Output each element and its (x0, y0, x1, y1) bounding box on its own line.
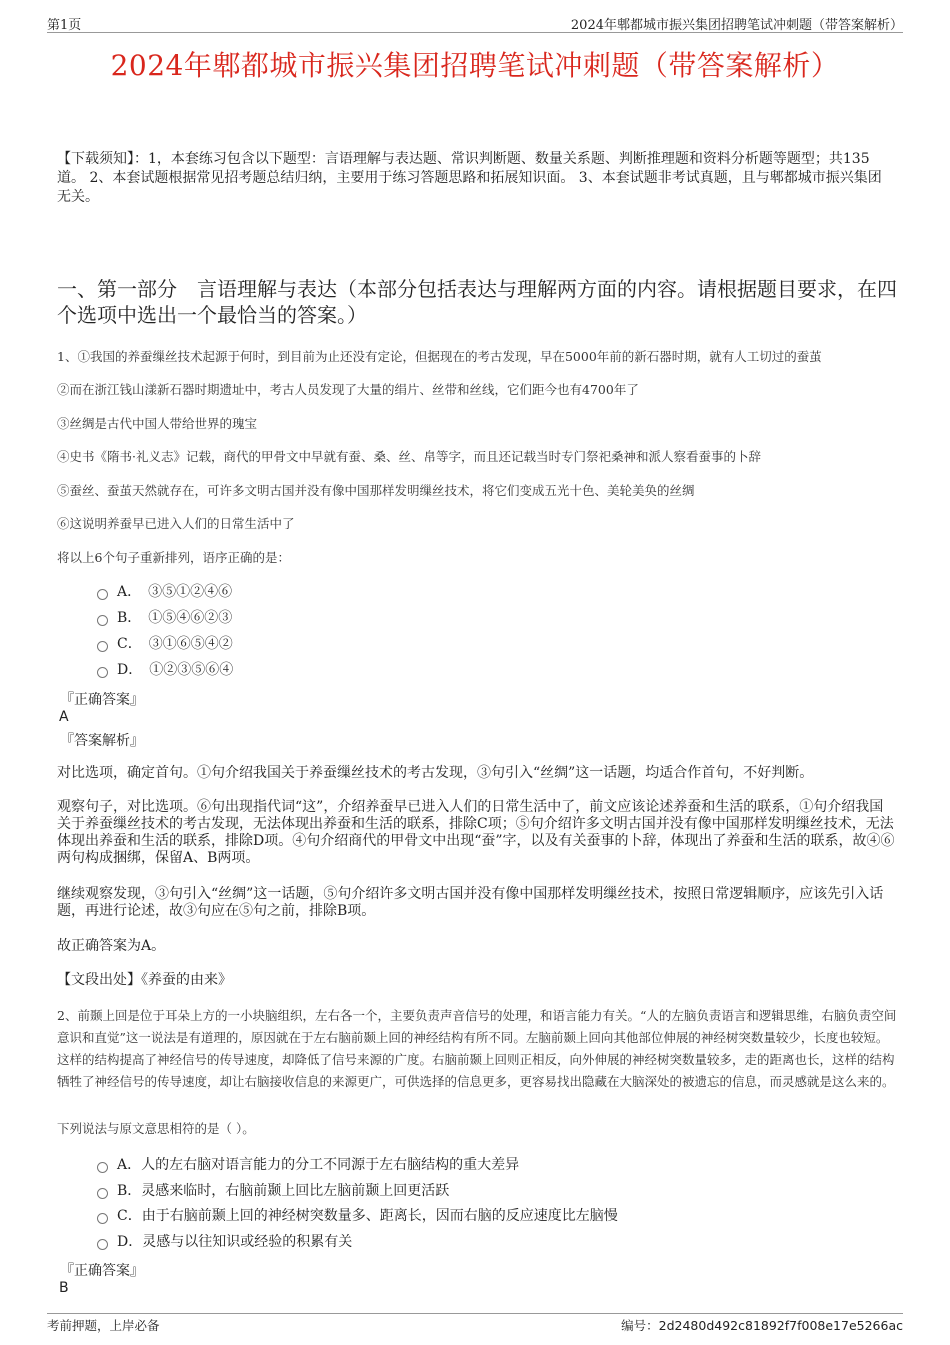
q1-option-c[interactable]: C． ③①⑥⑤④② (97, 634, 233, 654)
q2-option-d[interactable]: D．灵感与以往知识或经验的积累有关 (97, 1232, 352, 1252)
page-header (47, 14, 903, 33)
q1-option-d[interactable]: D． ①②③⑤⑥④ (97, 660, 233, 680)
q1-analysis-3: 继续观察发现，③句引入“丝绸”这一话题，⑤句介绍许多文明古国并没有像中国那样发明缫丝技术，按照日常逻辑顺序，应该先引入话题，再进行论述，故③句应在⑤句之前，排除B项。 (57, 886, 884, 919)
header-doc-title: 2024年郫都城市振兴集团招聘笔试冲刺题（带答案解析） (570, 18, 903, 33)
q2-passage: 2、前颞上回是位于耳朵上方的一小块脑组织，左右各一个，主要负责声音信号的处理，和语言能力有关。“人的左脑负责语言和逻辑思维，右脑负责空间意识和直觉”这一说法是有道理的，原因就在于左右脑前颞上回的神经结构有所不同。左脑前颞上回向其他部位伸展的神经树突数量较少，长度也较短。这样的结构提高了神经信号的传导速度，却降低了信号来源的广度。右脑前颞上回则正相反，向外伸展的神经树突数量较多，走的距离也长，这样的结构牺牲了神经信号的传导速度，却让右脑接收信息的来源更广，可供选择的信息更多，更容易找出隐藏在大脑深处的被遗忘的信息，而灵感就是这么来的。 (57, 1008, 897, 1089)
q1-analysis-1: 对比选项，确定首句。①句介绍我国关于养蚕缫丝技术的考古发现，③句引入“丝绸”这一话题，均适合作首句，不好判断。 (57, 765, 814, 781)
q1-source: 【文段出处】《养蚕的由来》 (57, 972, 232, 988)
radio-icon[interactable] (97, 1162, 108, 1173)
q1-line-6: ⑥这说明养蚕早已进入人们的日常生活中了 (57, 516, 295, 531)
q1-option-b[interactable]: B． ①⑤④⑥②③ (97, 608, 232, 628)
section-heading: 一、第一部分 言语理解与表达（本部分包括表达与理解两方面的内容。请根据题目要求，在四个选项中选出一个最恰当的答案。） (57, 277, 897, 327)
q1-analysis-label: 『答案解析』 (60, 733, 144, 749)
page-title: 2024年郫都城市振兴集团招聘笔试冲刺题（带答案解析） (110, 49, 840, 82)
q1-line-3: ③丝绸是古代中国人带给世界的瑰宝 (57, 416, 258, 431)
q1-answer: A (59, 709, 69, 725)
q2-option-a[interactable]: A．人的左右脑对语言能力的分工不同源于左右脑结构的重大差异 (97, 1155, 519, 1175)
q1-analysis-4: 故正确答案为A。 (57, 938, 166, 954)
footer-code-label: 编号： (621, 1318, 659, 1333)
radio-icon[interactable] (97, 589, 108, 600)
q2-option-c[interactable]: C．由于右脑前颞上回的神经树突数量多、距离长，因而右脑的反应速度比左脑慢 (97, 1206, 618, 1226)
q1-option-a[interactable]: A． ③⑤①②④⑥ (97, 582, 232, 602)
download-notice: 【下载须知】：1，本套练习包含以下题型：言语理解与表达题、常识判断题、数量关系题、判断推理题和资料分析题等题型；共135道。 2、本套试题根据常见招考题总结归纳，主要用于练习答题思路和拓展知识面。 3、本套试题非考试真题，且与郫都城市振兴集团无关。 (57, 151, 882, 205)
q1-line-1: 1、①我国的养蚕缫丝技术起源于何时，到目前为止还没有定论，但据现在的考古发现，早在5000年前的新石器时期，就有人工切过的蚕茧 (57, 349, 822, 364)
radio-icon[interactable] (97, 641, 108, 652)
radio-icon[interactable] (97, 1213, 108, 1224)
q1-line-5: ⑤蚕丝、蚕茧天然就存在，可许多文明古国并没有像中国那样发明缫丝技术，将它们变成五光十色、美轮美奂的丝绸 (57, 483, 695, 498)
q2-option-b[interactable]: B．灵感来临时，右脑前颞上回比左脑前颞上回更活跃 (97, 1181, 449, 1201)
radio-icon[interactable] (97, 667, 108, 678)
page-footer (47, 1313, 903, 1334)
q2-question: 下列说法与原文意思相符的是（ ）。 (57, 1121, 255, 1136)
page-number: 第1页 (47, 18, 82, 33)
q1-analysis-2: 观察句子，对比选项。⑥句出现指代词“这”，介绍养蚕早已进入人们的日常生活中了，前文应该论述养蚕和生活的联系，①句介绍我国关于养蚕缫丝技术的考古发现，无法体现出养蚕和生活的联系，排除C项；⑤句介绍许多文明古国并没有像中国那样发明缫丝技术，无法体现出养蚕和生活的联系，排除D项。④句介绍商代的甲骨文中出现“蚕”字，以及有关蚕事的卜辞，体现出了养蚕和生活的联系，故④⑥两句构成捆绑，保留A、B两项。 (57, 799, 895, 866)
q1-line-4: ④史书《隋书·礼义志》记载，商代的甲骨文中早就有蚕、桑、丝、帛等字，而且还记载当时专门祭祀桑神和派人察看蚕事的卜辞 (57, 449, 761, 464)
footer-code-value: 2d2480d492c81892f7f008e17e5266ac (658, 1318, 903, 1333)
q1-question: 将以上6个句子重新排列，语序正确的是： (57, 550, 290, 565)
footer-code (621, 1316, 903, 1334)
q2-answer-label: 『正确答案』 (60, 1263, 144, 1279)
radio-icon[interactable] (97, 615, 108, 626)
radio-icon[interactable] (97, 1188, 108, 1199)
q1-line-2: ②而在浙江钱山漾新石器时期遗址中，考古人员发现了大量的绢片、丝带和丝线，它们距今也有4700年了 (57, 382, 639, 397)
radio-icon[interactable] (97, 1239, 108, 1250)
footer-slogan: 考前押题，上岸必备 (47, 1318, 160, 1333)
q2-answer: B (59, 1280, 69, 1296)
q1-answer-label: 『正确答案』 (60, 692, 144, 708)
